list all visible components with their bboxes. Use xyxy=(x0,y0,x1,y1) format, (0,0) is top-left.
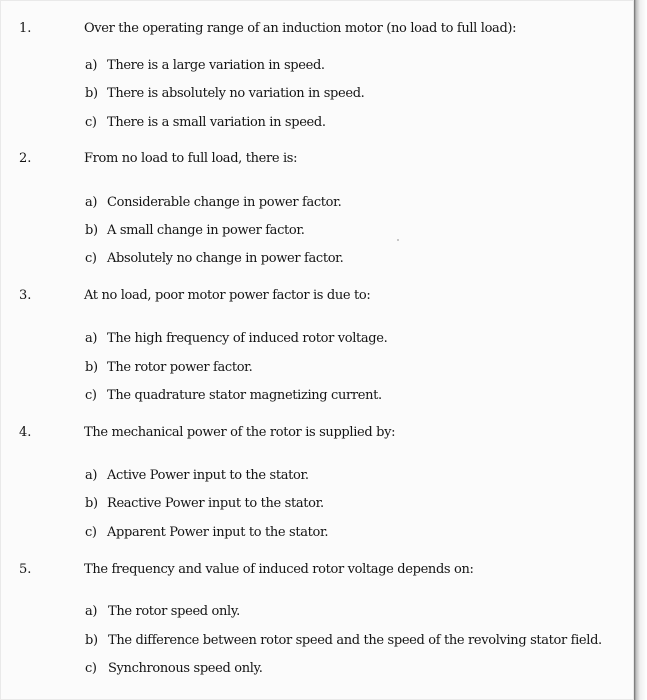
option-text: There is a small variation in speed. xyxy=(107,115,326,130)
option-text: Absolutely no change in power factor. xyxy=(107,251,344,266)
option-letter: a) xyxy=(85,468,98,483)
paper-speck xyxy=(397,239,399,241)
page-edge-shadow xyxy=(634,0,647,700)
question-1-option-c xyxy=(85,115,326,131)
option-letter: a) xyxy=(85,331,98,346)
question-1-number: 1. xyxy=(19,21,32,36)
question-5-text: The frequency and value of induced rotor voltage depends on: xyxy=(84,562,474,577)
option-text: The quadrature stator magnetizing current. xyxy=(107,388,382,403)
question-3-number: 3. xyxy=(19,288,32,303)
question-3-text: At no load, poor motor power factor is due to: xyxy=(84,288,371,303)
question-1-text: Over the operating range of an induction motor (no load to full load): xyxy=(84,21,517,36)
option-text: The rotor power factor. xyxy=(107,360,253,375)
question-4-option-b xyxy=(85,496,324,512)
option-letter: b) xyxy=(85,633,98,648)
option-letter: a) xyxy=(85,604,98,619)
question-4-option-a xyxy=(85,468,309,484)
question-2-option-a xyxy=(85,195,341,211)
question-1-option-a xyxy=(85,58,325,74)
question-4-option-c xyxy=(85,525,328,541)
question-2-text: From no load to full load, there is: xyxy=(84,151,298,166)
option-letter: a) xyxy=(85,58,98,73)
option-text: Considerable change in power factor. xyxy=(107,195,342,210)
question-2-option-b xyxy=(85,223,305,239)
question-3-option-b xyxy=(85,360,252,376)
option-text: Synchronous speed only. xyxy=(108,661,263,676)
option-letter: b) xyxy=(85,496,98,511)
option-letter: c) xyxy=(85,525,97,540)
question-2-option-c xyxy=(85,251,343,267)
option-letter: b) xyxy=(85,360,98,375)
question-3-option-a xyxy=(85,331,387,347)
option-letter: c) xyxy=(85,251,97,266)
option-letter: c) xyxy=(85,115,97,130)
option-text: There is absolutely no variation in speed. xyxy=(107,86,365,101)
option-text: The rotor speed only. xyxy=(108,604,240,619)
option-text: There is a large variation in speed. xyxy=(107,58,325,73)
question-5-option-b xyxy=(85,633,602,649)
option-text: Active Power input to the stator. xyxy=(107,468,309,483)
option-text: Apparent Power input to the stator. xyxy=(107,525,329,540)
question-5-number: 5. xyxy=(19,562,32,577)
option-letter: c) xyxy=(85,661,97,676)
question-5-option-a xyxy=(85,604,240,620)
question-2-number: 2. xyxy=(19,151,32,166)
question-4-text: The mechanical power of the rotor is supplied by: xyxy=(84,425,396,440)
option-letter: a) xyxy=(85,195,98,210)
option-text: The high frequency of induced rotor voltage. xyxy=(107,331,388,346)
option-text: The difference between rotor speed and the speed of the revolving stator field. xyxy=(108,633,602,648)
option-text: Reactive Power input to the stator. xyxy=(107,496,324,511)
question-5-option-c xyxy=(85,661,263,677)
option-text: A small change in power factor. xyxy=(107,223,305,238)
question-1-option-b xyxy=(85,86,364,102)
option-letter: c) xyxy=(85,388,97,403)
question-3-option-c xyxy=(85,388,382,404)
question-4-number: 4. xyxy=(19,425,32,440)
option-letter: b) xyxy=(85,86,98,101)
option-letter: b) xyxy=(85,223,98,238)
